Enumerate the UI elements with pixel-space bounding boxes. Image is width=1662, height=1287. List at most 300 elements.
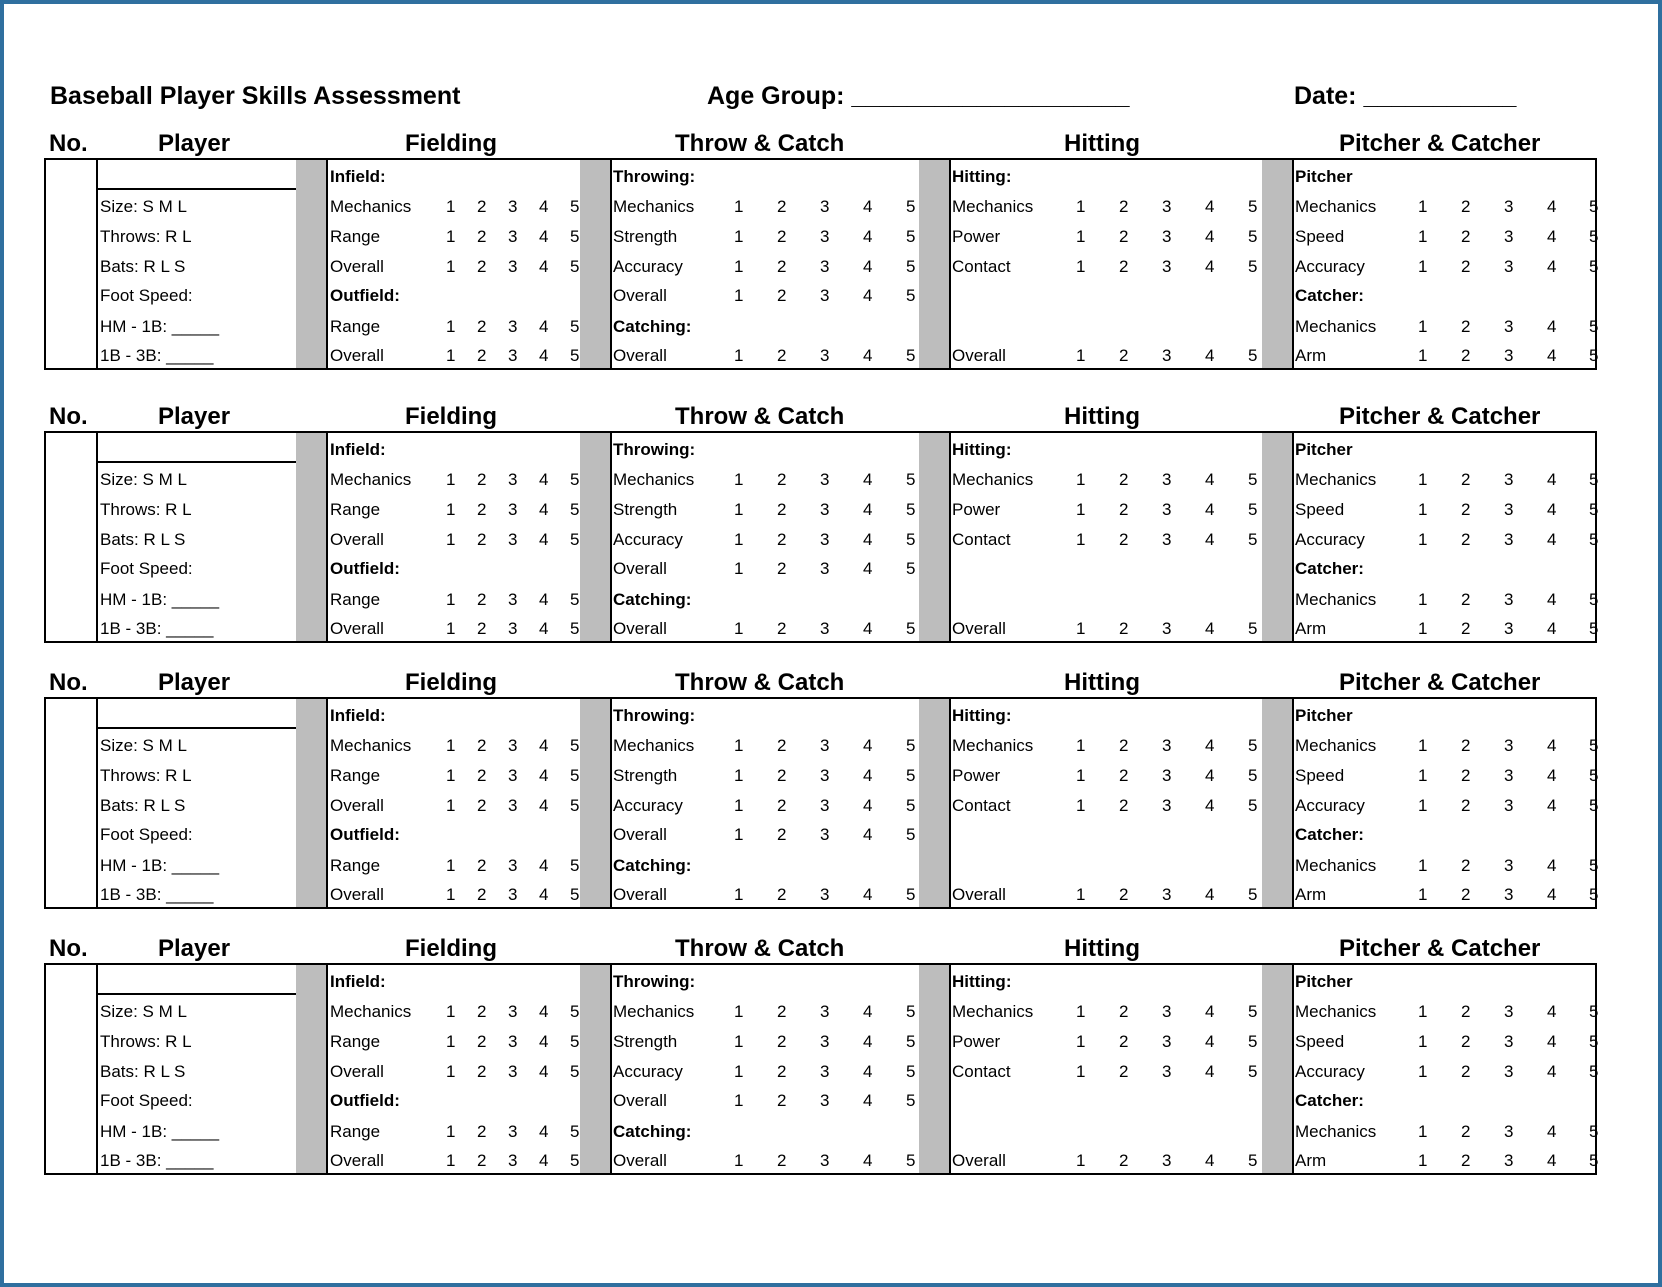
rating-option-1[interactable]: 1 (446, 530, 456, 549)
rating-option-5[interactable]: 5 (906, 286, 916, 305)
rating-option-5[interactable]: 5 (1589, 885, 1599, 904)
rating-option-3[interactable]: 3 (508, 856, 518, 875)
rating-option-1[interactable]: 1 (1418, 796, 1428, 815)
rating-option-1[interactable]: 1 (446, 1032, 456, 1051)
rating-option-4[interactable]: 4 (1205, 257, 1215, 276)
rating-option-4[interactable]: 4 (539, 1032, 549, 1051)
rating-option-5[interactable]: 5 (906, 197, 916, 216)
rating-option-3[interactable]: 3 (820, 825, 830, 844)
rating-option-5[interactable]: 5 (1589, 500, 1599, 519)
rating-option-2[interactable]: 2 (1461, 500, 1471, 519)
rating-option-4[interactable]: 4 (1547, 1032, 1557, 1051)
rating-option-4[interactable]: 4 (1547, 197, 1557, 216)
rating-option-2[interactable]: 2 (477, 346, 487, 365)
rating-option-4[interactable]: 4 (1547, 590, 1557, 609)
rating-option-5[interactable]: 5 (570, 619, 580, 638)
rating-option-5[interactable]: 5 (1248, 1062, 1258, 1081)
rating-option-1[interactable]: 1 (734, 530, 744, 549)
rating-option-2[interactable]: 2 (477, 885, 487, 904)
rating-option-3[interactable]: 3 (508, 197, 518, 216)
rating-option-2[interactable]: 2 (1461, 530, 1471, 549)
rating-option-1[interactable]: 1 (1076, 530, 1086, 549)
rating-option-3[interactable]: 3 (508, 1151, 518, 1170)
rating-option-5[interactable]: 5 (1248, 1002, 1258, 1021)
rating-option-2[interactable]: 2 (1461, 346, 1471, 365)
rating-option-2[interactable]: 2 (1461, 1032, 1471, 1051)
rating-option-5[interactable]: 5 (1589, 227, 1599, 246)
rating-option-1[interactable]: 1 (734, 825, 744, 844)
rating-option-1[interactable]: 1 (446, 470, 456, 489)
rating-option-4[interactable]: 4 (539, 856, 549, 875)
rating-option-5[interactable]: 5 (570, 1122, 580, 1141)
player-attribute[interactable]: Throws: R L (100, 1032, 192, 1051)
rating-option-3[interactable]: 3 (1504, 227, 1514, 246)
rating-option-1[interactable]: 1 (446, 766, 456, 785)
rating-option-4[interactable]: 4 (1547, 500, 1557, 519)
rating-option-5[interactable]: 5 (906, 1151, 916, 1170)
rating-option-4[interactable]: 4 (1547, 1151, 1557, 1170)
rating-option-5[interactable]: 5 (1589, 1002, 1599, 1021)
rating-option-3[interactable]: 3 (1504, 1151, 1514, 1170)
rating-option-4[interactable]: 4 (863, 470, 873, 489)
player-attribute[interactable]: 1B - 3B: _____ (100, 346, 214, 365)
rating-option-1[interactable]: 1 (1418, 500, 1428, 519)
rating-option-1[interactable]: 1 (1418, 197, 1428, 216)
rating-option-2[interactable]: 2 (777, 1032, 787, 1051)
player-attribute[interactable]: Throws: R L (100, 500, 192, 519)
rating-option-5[interactable]: 5 (906, 619, 916, 638)
rating-option-5[interactable]: 5 (906, 796, 916, 815)
rating-option-1[interactable]: 1 (1418, 227, 1428, 246)
rating-option-5[interactable]: 5 (906, 1062, 916, 1081)
rating-option-5[interactable]: 5 (1248, 1032, 1258, 1051)
rating-option-3[interactable]: 3 (820, 470, 830, 489)
rating-option-1[interactable]: 1 (446, 500, 456, 519)
rating-option-5[interactable]: 5 (570, 1032, 580, 1051)
rating-option-4[interactable]: 4 (1205, 197, 1215, 216)
age-group-field[interactable]: Age Group: ____________________ (707, 82, 1130, 110)
rating-option-2[interactable]: 2 (777, 796, 787, 815)
rating-option-1[interactable]: 1 (1076, 1002, 1086, 1021)
rating-option-5[interactable]: 5 (1589, 1122, 1599, 1141)
rating-option-1[interactable]: 1 (1076, 257, 1086, 276)
player-attribute[interactable]: Foot Speed: (100, 286, 193, 305)
rating-option-1[interactable]: 1 (446, 197, 456, 216)
rating-option-1[interactable]: 1 (734, 766, 744, 785)
rating-option-5[interactable]: 5 (906, 470, 916, 489)
rating-option-2[interactable]: 2 (477, 530, 487, 549)
rating-option-3[interactable]: 3 (508, 736, 518, 755)
rating-option-4[interactable]: 4 (863, 227, 873, 246)
rating-option-4[interactable]: 4 (539, 197, 549, 216)
rating-option-3[interactable]: 3 (508, 530, 518, 549)
player-attribute[interactable]: HM - 1B: _____ (100, 590, 220, 609)
rating-option-1[interactable]: 1 (1076, 470, 1086, 489)
rating-option-3[interactable]: 3 (1504, 590, 1514, 609)
rating-option-1[interactable]: 1 (446, 1062, 456, 1081)
rating-option-2[interactable]: 2 (1119, 766, 1129, 785)
rating-option-5[interactable]: 5 (570, 197, 580, 216)
rating-option-1[interactable]: 1 (1076, 1032, 1086, 1051)
rating-option-2[interactable]: 2 (1461, 766, 1471, 785)
rating-option-5[interactable]: 5 (1589, 346, 1599, 365)
rating-option-3[interactable]: 3 (508, 885, 518, 904)
rating-option-3[interactable]: 3 (820, 1032, 830, 1051)
rating-option-2[interactable]: 2 (777, 1002, 787, 1021)
rating-option-2[interactable]: 2 (477, 197, 487, 216)
rating-option-4[interactable]: 4 (1205, 470, 1215, 489)
rating-option-1[interactable]: 1 (734, 257, 744, 276)
rating-option-1[interactable]: 1 (734, 470, 744, 489)
rating-option-3[interactable]: 3 (508, 317, 518, 336)
rating-option-2[interactable]: 2 (1119, 1032, 1129, 1051)
rating-option-1[interactable]: 1 (734, 197, 744, 216)
rating-option-4[interactable]: 4 (539, 470, 549, 489)
rating-option-2[interactable]: 2 (777, 227, 787, 246)
rating-option-1[interactable]: 1 (446, 885, 456, 904)
rating-option-1[interactable]: 1 (1418, 530, 1428, 549)
rating-option-2[interactable]: 2 (777, 257, 787, 276)
rating-option-4[interactable]: 4 (863, 1032, 873, 1051)
rating-option-4[interactable]: 4 (1205, 1032, 1215, 1051)
rating-option-4[interactable]: 4 (1205, 530, 1215, 549)
rating-option-3[interactable]: 3 (1162, 736, 1172, 755)
rating-option-3[interactable]: 3 (508, 766, 518, 785)
rating-option-4[interactable]: 4 (1547, 530, 1557, 549)
player-attribute[interactable]: Bats: R L S (100, 530, 186, 549)
rating-option-3[interactable]: 3 (820, 736, 830, 755)
rating-option-1[interactable]: 1 (446, 1122, 456, 1141)
rating-option-2[interactable]: 2 (1119, 1002, 1129, 1021)
rating-option-4[interactable]: 4 (539, 619, 549, 638)
rating-option-4[interactable]: 4 (1547, 856, 1557, 875)
rating-option-5[interactable]: 5 (1248, 530, 1258, 549)
rating-option-1[interactable]: 1 (734, 885, 744, 904)
rating-option-4[interactable]: 4 (539, 1062, 549, 1081)
player-attribute[interactable]: HM - 1B: _____ (100, 856, 220, 875)
rating-option-3[interactable]: 3 (1504, 1122, 1514, 1141)
rating-option-3[interactable]: 3 (820, 257, 830, 276)
rating-option-4[interactable]: 4 (539, 530, 549, 549)
rating-option-4[interactable]: 4 (863, 197, 873, 216)
player-attribute[interactable]: HM - 1B: _____ (100, 317, 220, 336)
rating-option-4[interactable]: 4 (863, 530, 873, 549)
rating-option-3[interactable]: 3 (1162, 227, 1172, 246)
rating-option-2[interactable]: 2 (777, 470, 787, 489)
player-attribute[interactable]: 1B - 3B: _____ (100, 619, 214, 638)
rating-option-3[interactable]: 3 (1504, 736, 1514, 755)
rating-option-4[interactable]: 4 (863, 559, 873, 578)
rating-option-3[interactable]: 3 (508, 346, 518, 365)
rating-option-1[interactable]: 1 (1418, 619, 1428, 638)
rating-option-2[interactable]: 2 (777, 346, 787, 365)
rating-option-1[interactable]: 1 (446, 317, 456, 336)
rating-option-5[interactable]: 5 (1248, 197, 1258, 216)
rating-option-1[interactable]: 1 (1076, 227, 1086, 246)
rating-option-2[interactable]: 2 (777, 1091, 787, 1110)
rating-option-3[interactable]: 3 (508, 257, 518, 276)
rating-option-2[interactable]: 2 (477, 1002, 487, 1021)
rating-option-5[interactable]: 5 (906, 1002, 916, 1021)
rating-option-1[interactable]: 1 (1418, 257, 1428, 276)
rating-option-5[interactable]: 5 (1248, 227, 1258, 246)
rating-option-5[interactable]: 5 (1248, 1151, 1258, 1170)
rating-option-2[interactable]: 2 (1461, 1002, 1471, 1021)
date-field[interactable]: Date: ___________ (1294, 82, 1517, 110)
rating-option-3[interactable]: 3 (508, 1062, 518, 1081)
rating-option-4[interactable]: 4 (539, 885, 549, 904)
rating-option-1[interactable]: 1 (734, 736, 744, 755)
rating-option-4[interactable]: 4 (1547, 619, 1557, 638)
rating-option-4[interactable]: 4 (1205, 500, 1215, 519)
rating-option-5[interactable]: 5 (570, 856, 580, 875)
rating-option-4[interactable]: 4 (863, 1151, 873, 1170)
rating-option-2[interactable]: 2 (1461, 856, 1471, 875)
rating-option-5[interactable]: 5 (906, 530, 916, 549)
rating-option-1[interactable]: 1 (446, 619, 456, 638)
rating-option-5[interactable]: 5 (570, 257, 580, 276)
rating-option-5[interactable]: 5 (1248, 346, 1258, 365)
rating-option-2[interactable]: 2 (1461, 796, 1471, 815)
rating-option-4[interactable]: 4 (863, 885, 873, 904)
rating-option-3[interactable]: 3 (1162, 1002, 1172, 1021)
rating-option-4[interactable]: 4 (1547, 317, 1557, 336)
rating-option-4[interactable]: 4 (1205, 1062, 1215, 1081)
rating-option-5[interactable]: 5 (1248, 885, 1258, 904)
rating-option-4[interactable]: 4 (1547, 1002, 1557, 1021)
rating-option-3[interactable]: 3 (1162, 257, 1172, 276)
rating-option-5[interactable]: 5 (570, 346, 580, 365)
rating-option-3[interactable]: 3 (1162, 766, 1172, 785)
rating-option-2[interactable]: 2 (1461, 227, 1471, 246)
rating-option-2[interactable]: 2 (477, 317, 487, 336)
rating-option-4[interactable]: 4 (539, 796, 549, 815)
rating-option-1[interactable]: 1 (446, 227, 456, 246)
rating-option-2[interactable]: 2 (1119, 257, 1129, 276)
rating-option-5[interactable]: 5 (1589, 736, 1599, 755)
rating-option-1[interactable]: 1 (1418, 1032, 1428, 1051)
rating-option-3[interactable]: 3 (508, 590, 518, 609)
rating-option-5[interactable]: 5 (570, 1151, 580, 1170)
rating-option-3[interactable]: 3 (1162, 197, 1172, 216)
rating-option-4[interactable]: 4 (1547, 796, 1557, 815)
rating-option-2[interactable]: 2 (1461, 1151, 1471, 1170)
rating-option-1[interactable]: 1 (1076, 766, 1086, 785)
rating-option-4[interactable]: 4 (539, 1122, 549, 1141)
rating-option-5[interactable]: 5 (906, 736, 916, 755)
rating-option-1[interactable]: 1 (1418, 736, 1428, 755)
rating-option-5[interactable]: 5 (570, 766, 580, 785)
rating-option-4[interactable]: 4 (863, 286, 873, 305)
rating-option-1[interactable]: 1 (446, 257, 456, 276)
rating-option-2[interactable]: 2 (477, 500, 487, 519)
rating-option-1[interactable]: 1 (734, 346, 744, 365)
rating-option-3[interactable]: 3 (1162, 796, 1172, 815)
rating-option-4[interactable]: 4 (1205, 766, 1215, 785)
rating-option-2[interactable]: 2 (477, 257, 487, 276)
rating-option-4[interactable]: 4 (539, 1002, 549, 1021)
rating-option-5[interactable]: 5 (1589, 1062, 1599, 1081)
rating-option-5[interactable]: 5 (570, 227, 580, 246)
rating-option-2[interactable]: 2 (477, 1032, 487, 1051)
rating-option-3[interactable]: 3 (1162, 1032, 1172, 1051)
player-attribute[interactable]: Foot Speed: (100, 559, 193, 578)
rating-option-4[interactable]: 4 (539, 227, 549, 246)
rating-option-2[interactable]: 2 (477, 736, 487, 755)
rating-option-3[interactable]: 3 (820, 286, 830, 305)
rating-option-4[interactable]: 4 (1205, 227, 1215, 246)
rating-option-4[interactable]: 4 (1205, 346, 1215, 365)
rating-option-4[interactable]: 4 (539, 766, 549, 785)
rating-option-4[interactable]: 4 (539, 1151, 549, 1170)
rating-option-3[interactable]: 3 (508, 796, 518, 815)
rating-option-4[interactable]: 4 (863, 346, 873, 365)
rating-option-5[interactable]: 5 (1248, 736, 1258, 755)
rating-option-3[interactable]: 3 (508, 619, 518, 638)
rating-option-3[interactable]: 3 (1504, 1002, 1514, 1021)
rating-option-3[interactable]: 3 (820, 559, 830, 578)
rating-option-1[interactable]: 1 (734, 1032, 744, 1051)
rating-option-5[interactable]: 5 (1589, 1151, 1599, 1170)
rating-option-3[interactable]: 3 (1504, 1062, 1514, 1081)
rating-option-4[interactable]: 4 (1547, 766, 1557, 785)
rating-option-2[interactable]: 2 (1119, 736, 1129, 755)
rating-option-1[interactable]: 1 (1076, 500, 1086, 519)
rating-option-4[interactable]: 4 (1205, 885, 1215, 904)
rating-option-1[interactable]: 1 (1418, 856, 1428, 875)
rating-option-2[interactable]: 2 (1119, 885, 1129, 904)
rating-option-4[interactable]: 4 (863, 1062, 873, 1081)
player-attribute[interactable]: Throws: R L (100, 766, 192, 785)
player-attribute[interactable]: Bats: R L S (100, 796, 186, 815)
rating-option-4[interactable]: 4 (863, 825, 873, 844)
rating-option-5[interactable]: 5 (1589, 796, 1599, 815)
rating-option-3[interactable]: 3 (820, 1002, 830, 1021)
rating-option-4[interactable]: 4 (539, 317, 549, 336)
rating-option-2[interactable]: 2 (1461, 317, 1471, 336)
rating-option-2[interactable]: 2 (777, 530, 787, 549)
rating-option-1[interactable]: 1 (1076, 197, 1086, 216)
rating-option-3[interactable]: 3 (1162, 530, 1172, 549)
rating-option-4[interactable]: 4 (1547, 227, 1557, 246)
player-name-line[interactable] (96, 727, 296, 729)
rating-option-2[interactable]: 2 (477, 590, 487, 609)
player-name-line[interactable] (96, 461, 296, 463)
rating-option-1[interactable]: 1 (446, 856, 456, 875)
rating-option-5[interactable]: 5 (1248, 796, 1258, 815)
rating-option-1[interactable]: 1 (1418, 590, 1428, 609)
rating-option-2[interactable]: 2 (1461, 257, 1471, 276)
rating-option-4[interactable]: 4 (863, 1002, 873, 1021)
rating-option-2[interactable]: 2 (777, 1062, 787, 1081)
rating-option-5[interactable]: 5 (570, 736, 580, 755)
player-attribute[interactable]: HM - 1B: _____ (100, 1122, 220, 1141)
rating-option-1[interactable]: 1 (1418, 1122, 1428, 1141)
rating-option-1[interactable]: 1 (734, 500, 744, 519)
rating-option-5[interactable]: 5 (1589, 197, 1599, 216)
rating-option-5[interactable]: 5 (570, 1062, 580, 1081)
player-attribute[interactable]: Size: S M L (100, 736, 187, 755)
rating-option-2[interactable]: 2 (1461, 736, 1471, 755)
rating-option-1[interactable]: 1 (1076, 1151, 1086, 1170)
rating-option-2[interactable]: 2 (1119, 1062, 1129, 1081)
player-name-line[interactable] (96, 993, 296, 995)
rating-option-5[interactable]: 5 (906, 766, 916, 785)
player-attribute[interactable]: Foot Speed: (100, 1091, 193, 1110)
rating-option-3[interactable]: 3 (508, 500, 518, 519)
rating-option-4[interactable]: 4 (863, 736, 873, 755)
rating-option-4[interactable]: 4 (1205, 619, 1215, 638)
rating-option-2[interactable]: 2 (1119, 197, 1129, 216)
player-attribute[interactable]: Size: S M L (100, 197, 187, 216)
rating-option-5[interactable]: 5 (906, 825, 916, 844)
rating-option-3[interactable]: 3 (1504, 796, 1514, 815)
rating-option-3[interactable]: 3 (1504, 530, 1514, 549)
rating-option-5[interactable]: 5 (570, 317, 580, 336)
rating-option-2[interactable]: 2 (777, 559, 787, 578)
rating-option-4[interactable]: 4 (863, 500, 873, 519)
rating-option-1[interactable]: 1 (1418, 1002, 1428, 1021)
rating-option-1[interactable]: 1 (1418, 885, 1428, 904)
rating-option-3[interactable]: 3 (1504, 500, 1514, 519)
rating-option-3[interactable]: 3 (1504, 885, 1514, 904)
rating-option-1[interactable]: 1 (1076, 885, 1086, 904)
rating-option-5[interactable]: 5 (1589, 470, 1599, 489)
rating-option-2[interactable]: 2 (777, 500, 787, 519)
rating-option-4[interactable]: 4 (539, 346, 549, 365)
rating-option-2[interactable]: 2 (1119, 1151, 1129, 1170)
rating-option-3[interactable]: 3 (1504, 619, 1514, 638)
rating-option-2[interactable]: 2 (477, 619, 487, 638)
player-attribute[interactable]: 1B - 3B: _____ (100, 885, 214, 904)
rating-option-5[interactable]: 5 (1589, 530, 1599, 549)
rating-option-3[interactable]: 3 (820, 530, 830, 549)
rating-option-1[interactable]: 1 (1418, 317, 1428, 336)
rating-option-3[interactable]: 3 (1162, 1062, 1172, 1081)
rating-option-3[interactable]: 3 (820, 796, 830, 815)
rating-option-5[interactable]: 5 (906, 500, 916, 519)
rating-option-5[interactable]: 5 (1589, 317, 1599, 336)
rating-option-1[interactable]: 1 (1418, 1151, 1428, 1170)
rating-option-1[interactable]: 1 (446, 736, 456, 755)
player-attribute[interactable]: Bats: R L S (100, 257, 186, 276)
rating-option-4[interactable]: 4 (539, 736, 549, 755)
player-attribute[interactable]: 1B - 3B: _____ (100, 1151, 214, 1170)
rating-option-3[interactable]: 3 (508, 470, 518, 489)
rating-option-1[interactable]: 1 (446, 346, 456, 365)
rating-option-1[interactable]: 1 (734, 227, 744, 246)
rating-option-5[interactable]: 5 (570, 1002, 580, 1021)
rating-option-1[interactable]: 1 (734, 559, 744, 578)
rating-option-4[interactable]: 4 (1205, 1151, 1215, 1170)
rating-option-5[interactable]: 5 (570, 590, 580, 609)
rating-option-3[interactable]: 3 (1504, 317, 1514, 336)
rating-option-5[interactable]: 5 (1589, 1032, 1599, 1051)
rating-option-3[interactable]: 3 (1504, 197, 1514, 216)
rating-option-3[interactable]: 3 (820, 766, 830, 785)
rating-option-3[interactable]: 3 (820, 885, 830, 904)
rating-option-1[interactable]: 1 (734, 286, 744, 305)
rating-option-1[interactable]: 1 (446, 1002, 456, 1021)
rating-option-3[interactable]: 3 (820, 500, 830, 519)
rating-option-5[interactable]: 5 (906, 559, 916, 578)
rating-option-3[interactable]: 3 (1162, 1151, 1172, 1170)
rating-option-3[interactable]: 3 (508, 227, 518, 246)
player-attribute[interactable]: Size: S M L (100, 1002, 187, 1021)
rating-option-2[interactable]: 2 (1461, 470, 1471, 489)
rating-option-2[interactable]: 2 (477, 1122, 487, 1141)
rating-option-1[interactable]: 1 (1418, 766, 1428, 785)
